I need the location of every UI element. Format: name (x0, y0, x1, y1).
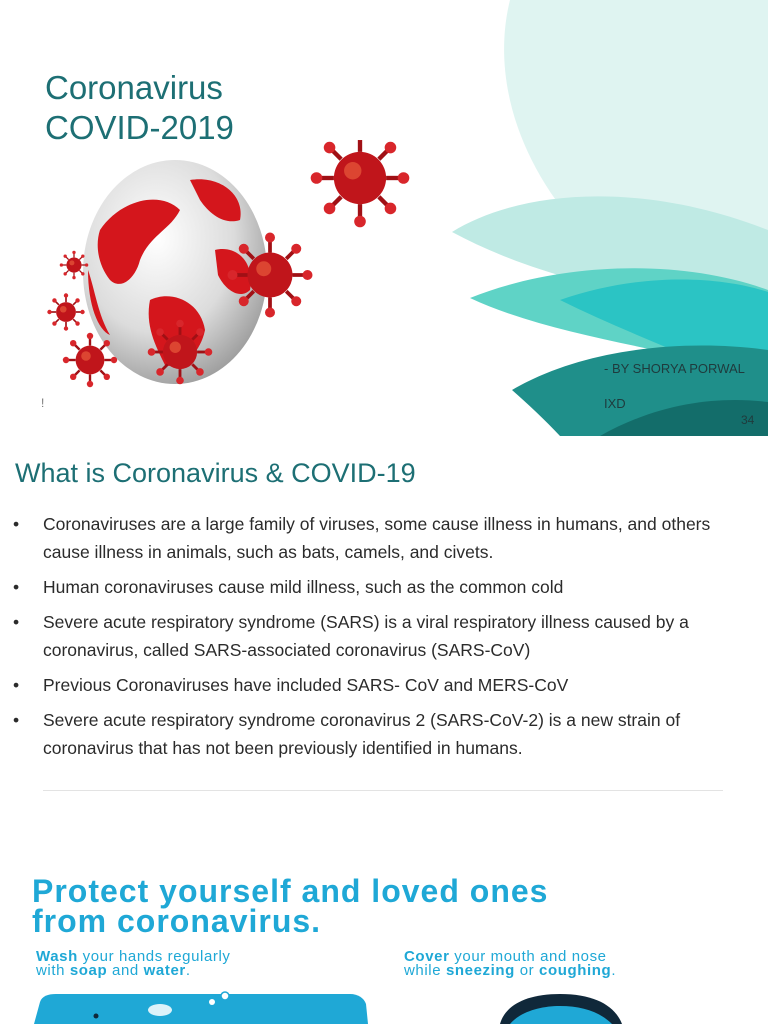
bubble-icon (148, 1004, 172, 1016)
list-item (0, 573, 768, 601)
tip-text: with (36, 962, 70, 979)
bullet-list (0, 510, 768, 769)
virus-far-left (60, 251, 89, 280)
poster-headline-line-2: from coronavirus. (32, 903, 322, 939)
bullet-text: Coronaviruses are a large family of viruses, some cause illness in humans, and others cause illness in animals, such as bats, camels, and civets. (43, 514, 711, 562)
bullet-dot: • (13, 514, 20, 534)
bullet-text: Severe acute respiratory syndrome coronavirus 2 (SARS-CoV-2) is a new strain of coronavirus that has not been previously identified in humans. (43, 710, 681, 758)
list-item (0, 671, 768, 699)
tip-keyword: coughing (539, 962, 612, 979)
sink-basin-illustration (34, 994, 368, 1024)
virus-bottom-center (148, 320, 213, 385)
tip-keyword: Wash (36, 948, 78, 965)
department-label: IXD (604, 396, 626, 411)
poster-headline (32, 873, 549, 939)
virus-large-right (228, 233, 313, 318)
virus-left (47, 293, 84, 330)
poster-illustrations (0, 988, 768, 1024)
stray-mark: ! (41, 396, 45, 410)
bullet-dot: • (13, 577, 20, 597)
bullet-dot: • (13, 710, 20, 730)
tip-line-2 (404, 964, 616, 978)
poster-headline-line-1: Protect yourself and loved ones (32, 873, 549, 909)
virus-top-right (311, 140, 410, 227)
tip-keyword: water (143, 962, 186, 979)
slide-number: 34 (741, 413, 755, 427)
divider (43, 790, 723, 791)
tip-text: . (611, 962, 617, 979)
water-drop-icon (94, 1014, 99, 1019)
author-credit: - BY SHORYA PORWAL (604, 361, 745, 376)
tip-text: or (514, 962, 540, 979)
list-item (0, 608, 768, 664)
slide-title (45, 68, 234, 148)
bubble-icon (209, 999, 215, 1005)
tip-text: while (404, 962, 446, 979)
section-heading: What is Coronavirus & COVID-19 (15, 458, 416, 488)
tip-text: . (185, 962, 191, 979)
bullet-dot: • (13, 675, 20, 695)
tip-text: your mouth and nose (449, 948, 607, 965)
title-line-2: COVID-2019 (45, 109, 234, 146)
bullet-text: Human coronaviruses cause mild illness, such as the common cold (43, 577, 564, 597)
virus-bottom-left (63, 333, 117, 387)
bullet-text: Severe acute respiratory syndrome (SARS) is a viral respiratory illness caused by a coronavirus, called SARS-associated coronavirus (SARS-CoV) (43, 612, 689, 660)
tip-keyword: Cover (404, 948, 450, 965)
protection-poster (0, 868, 768, 1024)
tip-keyword: soap (69, 962, 108, 979)
cover-mouth-tip (404, 950, 616, 978)
wash-hands-tip (36, 950, 231, 978)
bullet-text: Previous Coronaviruses have included SARS- CoV and MERS-CoV (43, 675, 569, 695)
list-item (0, 510, 768, 566)
bullet-dot: • (13, 612, 20, 632)
list-item (0, 706, 768, 762)
title-line-1: Coronavirus (45, 69, 223, 106)
tip-text: your hands regularly (77, 948, 231, 965)
globe-with-virus-illustration (40, 140, 430, 395)
bubble-icon (221, 992, 229, 1000)
title-slide (0, 0, 768, 436)
tip-text: and (107, 962, 144, 979)
tip-line-2 (36, 964, 231, 978)
tip-keyword: sneezing (445, 962, 515, 979)
